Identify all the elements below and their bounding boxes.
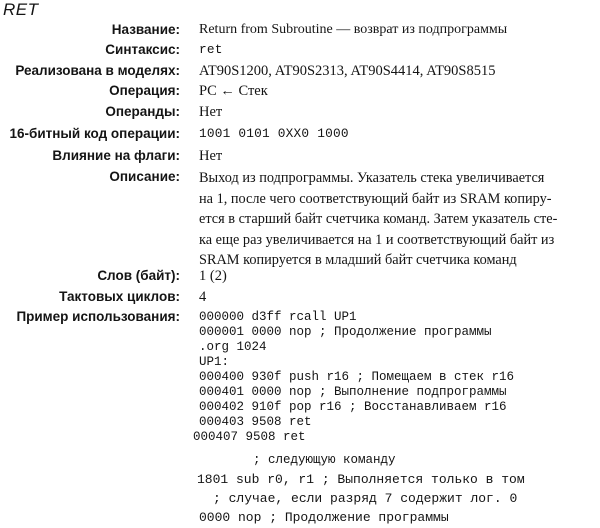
code-continuation-line: ; случае, если разряд 7 содержит лог. 0: [213, 491, 518, 506]
models-value: AT90S1200, AT90S2313, AT90S4414, AT90S8515: [199, 63, 496, 79]
description-text: [199, 168, 596, 271]
operation-label: Операция:: [109, 83, 180, 98]
words-value: 1 (2): [199, 268, 227, 284]
code-continuation-line: 1801 sub r0, r1 ; Выполняется только в том: [197, 472, 525, 487]
syntax-label: Синтаксис:: [105, 42, 180, 57]
example-label: Пример использования:: [16, 309, 180, 324]
code-continuation-line: ; следующую команду: [253, 453, 396, 467]
code-line: 000402 910f pop r16 ; Восстанавливаем r16: [199, 400, 507, 414]
code-line: 000001 0000 nop ; Продолжение программы: [199, 325, 492, 339]
models-label: Реализована в моделях:: [15, 63, 180, 78]
code-line: 000407 9508 ret: [193, 430, 306, 444]
opcode-label: 16-битный код операции:: [9, 126, 180, 141]
flags-label: Влияние на флаги:: [52, 148, 180, 163]
code-line: .org 1024: [199, 340, 267, 354]
code-continuation-line: 0000 nop ; Продолжение программы: [199, 510, 449, 525]
code-line: UP1:: [199, 355, 230, 369]
code-line: 000401 0000 nop ; Выполнение подпрограммы: [199, 385, 507, 399]
description-line: Выход из подпрограммы. Указатель стека увеличивается: [199, 170, 545, 186]
instruction-heading: RET: [3, 0, 39, 19]
description-line: ется в старший байт счетчика команд. Затем указатель сте-: [199, 211, 558, 228]
flags-value: Нет: [199, 148, 223, 164]
description-line: ка еще раз увеличивается на 1 и соответствующий байт из: [199, 231, 555, 248]
description-line: на 1, после чего соответствующий байт из SRAM копиру-: [199, 190, 552, 207]
opcode-value: 1001 0101 0XX0 1000: [199, 126, 349, 141]
words-label: Слов (байт):: [97, 268, 180, 283]
code-line: 000403 9508 ret: [199, 415, 312, 429]
syntax-value: ret: [199, 42, 223, 57]
cycles-value: 4: [199, 289, 207, 305]
name-label: Название:: [111, 22, 180, 37]
operands-value: Нет: [199, 104, 223, 120]
description-line: SRAM копируется в младший байт счетчика команд: [199, 252, 517, 269]
operation-value: PC ← Стек: [199, 83, 268, 99]
cycles-label: Тактовых циклов:: [59, 289, 180, 304]
code-line: 000000 d3ff rcall UP1: [199, 310, 357, 324]
code-line: 000400 930f push r16 ; Помещаем в стек r16: [199, 370, 515, 384]
description-label: Описание:: [109, 169, 180, 184]
operands-label: Операнды:: [105, 104, 180, 119]
name-value: Return from Subroutine — возврат из подпрограммы: [199, 22, 508, 37]
